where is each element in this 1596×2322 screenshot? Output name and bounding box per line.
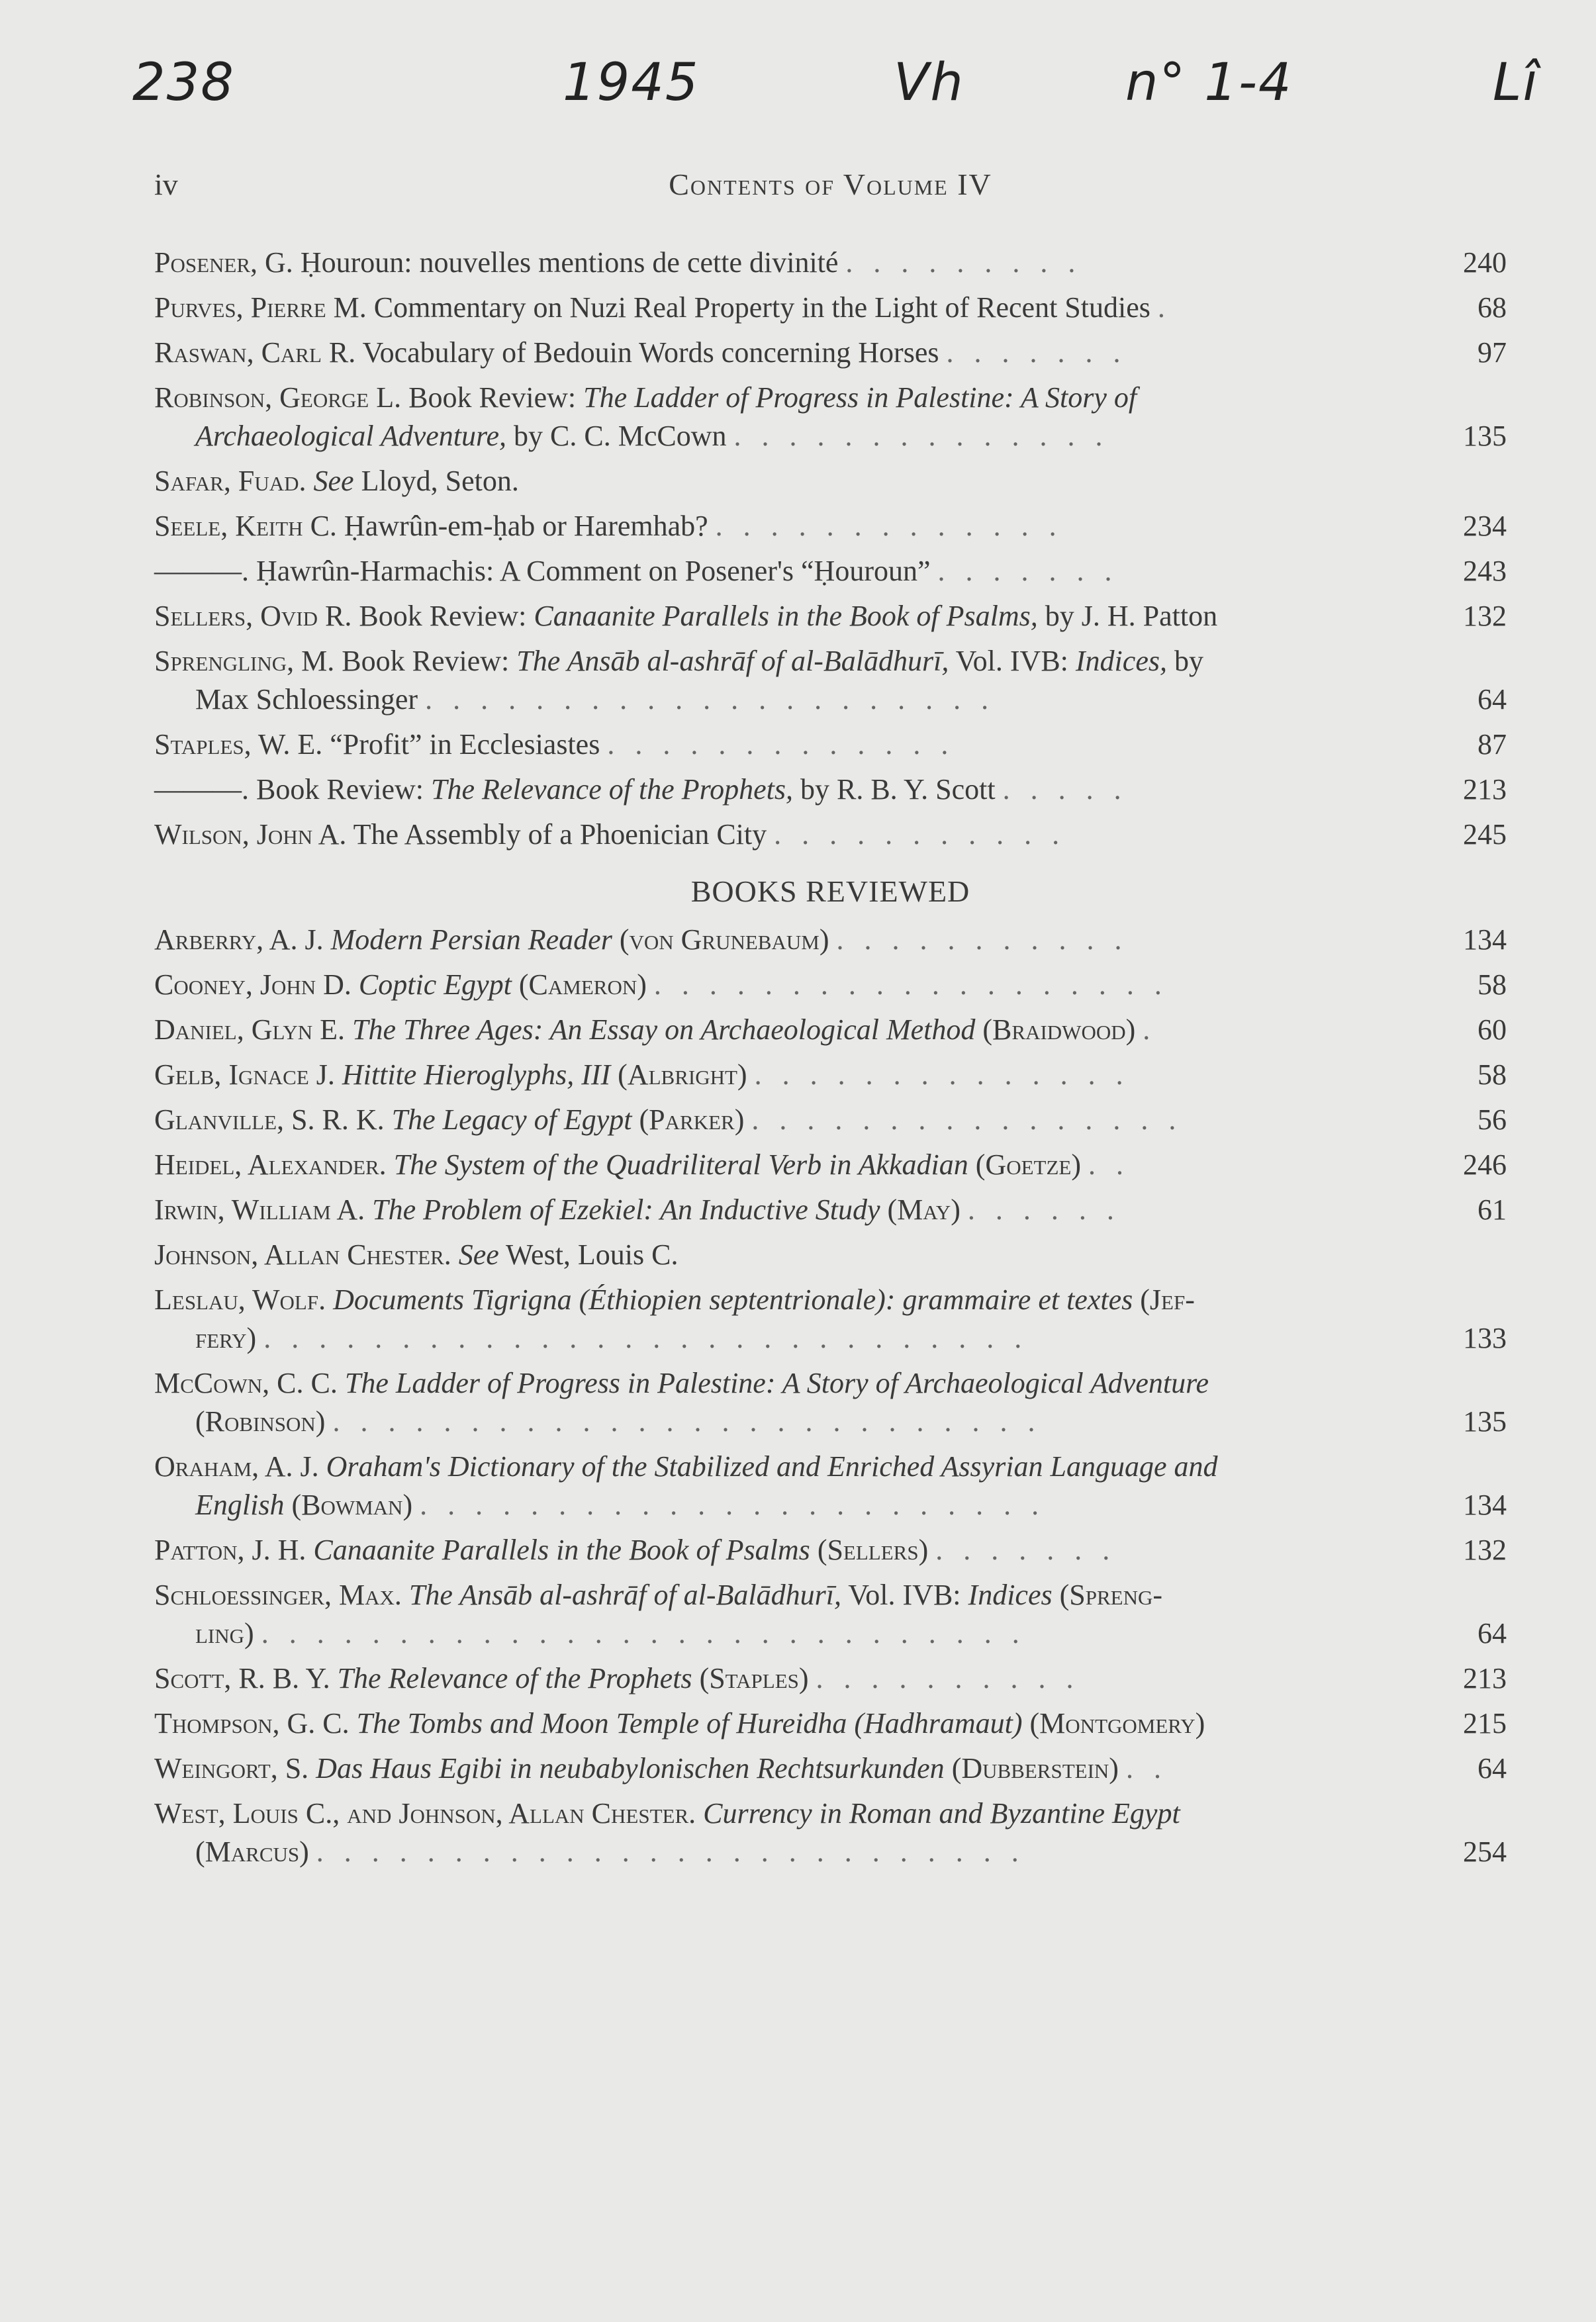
- entry-author: Weingort, S.: [154, 1752, 309, 1785]
- entry-reviewer: (Jef-: [1140, 1283, 1195, 1316]
- entry-title: Ḥawrûn-em-ḥab or Haremhab?: [344, 510, 708, 542]
- page-number: 134: [1463, 923, 1507, 956]
- entry-title: The System of the Quadriliteral Verb in Akkadian: [393, 1148, 968, 1181]
- list-item: [154, 1364, 1507, 1441]
- entry-author: Leslau, Wolf.: [154, 1283, 326, 1316]
- page-number: 60: [1478, 1013, 1507, 1046]
- entry-volume: Vol. IVB:: [949, 645, 1076, 677]
- entry-reviewer-continued: ling): [195, 1617, 254, 1649]
- entry-author: Posener, G.: [154, 246, 293, 279]
- leader-dots: . . . . . . . . . . . . . . . . . . .: [653, 968, 1168, 1001]
- list-item: [154, 379, 1507, 455]
- entry-title: Documents Tigrigna (Éthiopien septentrionale): grammaire et textes: [333, 1283, 1133, 1316]
- entry-reviewer: (Staples): [699, 1662, 809, 1695]
- leader-dots: .: [1157, 291, 1172, 324]
- entry-title: The Ansāb al-ashrāf of al-Balādhurī,: [408, 1579, 841, 1611]
- page-number: 135: [1463, 420, 1507, 452]
- entry-reviewer: (von Grunebaum): [619, 923, 829, 956]
- list-item: [154, 642, 1507, 719]
- list-item: [154, 334, 1507, 372]
- leader-dots: . .: [1125, 1752, 1168, 1785]
- entry-author: ———.: [154, 555, 249, 587]
- entry-author: Sellers, Ovid R.: [154, 600, 352, 632]
- page-number: 87: [1478, 728, 1507, 761]
- entry-author: Cooney, John D.: [154, 968, 352, 1001]
- entry-author: McCown, C. C.: [154, 1367, 338, 1399]
- page-number: 135: [1463, 1405, 1507, 1438]
- list-item: [154, 462, 1507, 500]
- entry-author: West, Louis C., and Johnson, Allan Chester.: [154, 1797, 696, 1830]
- leader-dots: . . . . . . . . . . .: [774, 818, 1066, 851]
- list-item: [154, 1448, 1507, 1524]
- list-item: [154, 1191, 1507, 1229]
- entry-title: Vocabulary of Bedouin Words concerning Horses: [362, 336, 939, 369]
- folio: iv: [154, 167, 178, 201]
- list-item: [154, 1659, 1507, 1698]
- running-head: [154, 167, 1507, 207]
- leader-dots: . . . . . . . . . . . . . . . . . . . . . . . . . . . .: [261, 1617, 1026, 1649]
- page-number: 254: [1463, 1835, 1507, 1868]
- entry-title: Canaanite Parallels in the Book of Psalms,: [534, 600, 1038, 632]
- entry-title-prefix: Book Review:: [256, 773, 431, 806]
- entry-author: Purves, Pierre M.: [154, 291, 367, 324]
- list-item: [154, 289, 1507, 327]
- entry-title: The Assembly of a Phoenician City: [353, 818, 767, 851]
- entry-reviewer: (Spreng-: [1059, 1579, 1163, 1611]
- leader-dots: . . . . . . . . . . . . . .: [733, 420, 1109, 452]
- page-number: 64: [1478, 683, 1507, 716]
- page-number: 97: [1478, 336, 1507, 369]
- entry-author: Schloessinger, Max.: [154, 1579, 402, 1611]
- leader-dots: . . . . . . . . . . .: [836, 923, 1129, 956]
- entry-reviewer-continued: fery): [195, 1322, 257, 1354]
- entry-author: Staples, W. E.: [154, 728, 323, 761]
- leader-dots: . . . . . . . . . . . . . . . . . . . . . . . . . . . .: [263, 1322, 1029, 1354]
- entry-byline: by J. H. Patton: [1037, 600, 1218, 632]
- entry-reviewer: (Albright): [618, 1058, 747, 1091]
- leader-dots: . . . . . . . . . . . . . . . .: [751, 1103, 1183, 1136]
- entry-reviewer: (Sellers): [817, 1534, 929, 1566]
- entry-byline: by C. C. McCown: [506, 420, 727, 452]
- entry-title: The Ladder of Progress in Palestine: A Story of: [583, 381, 1137, 414]
- page-number: 215: [1463, 1707, 1507, 1740]
- entry-subtitle: Indices: [968, 1579, 1053, 1611]
- handwritten-note-3: Vh: [894, 53, 964, 113]
- leader-dots: . . . . . . . . . .: [816, 1662, 1080, 1695]
- leader-dots: . . . . .: [1002, 773, 1128, 806]
- entry-title: The Tombs and Moon Temple of Hureidha (Hadhramaut): [356, 1707, 1023, 1740]
- list-item: [154, 1794, 1507, 1871]
- entry-author: Oraham, A. J.: [154, 1450, 319, 1483]
- entry-reviewer: (Goetze): [975, 1148, 1081, 1181]
- entry-author: Scott, R. B. Y.: [154, 1662, 330, 1695]
- entry-title: The Relevance of the Prophets,: [430, 773, 793, 806]
- leader-dots: . . . . . . .: [935, 1534, 1117, 1566]
- list-item: [154, 1576, 1507, 1653]
- entry-reviewer: (Robinson): [195, 1405, 326, 1438]
- entry-title: The Ansāb al-ashrāf of al-Balādhurī,: [516, 645, 949, 677]
- entry-reviewer: (Marcus): [195, 1835, 309, 1868]
- page-number: 58: [1478, 1058, 1507, 1091]
- articles-list: [154, 244, 1507, 1871]
- page-number: 133: [1463, 1322, 1507, 1354]
- leader-dots: . . . . . . . . . . . . . . . . . . . . . . . . . .: [332, 1405, 1042, 1438]
- list-item: [154, 725, 1507, 764]
- entry-title-prefix: Book Review:: [359, 600, 534, 632]
- entry-author: Arberry, A. J.: [154, 923, 324, 956]
- handwritten-note-1: 238: [132, 53, 235, 113]
- entry-byline: Max Schloessinger: [195, 683, 418, 716]
- entry-title: Currency in Roman and Byzantine Egypt: [703, 1797, 1180, 1830]
- list-item: [154, 507, 1507, 545]
- list-item: [154, 966, 1507, 1004]
- entry-title: The Legacy of Egypt: [391, 1103, 632, 1136]
- entry-byline: by R. B. Y. Scott: [792, 773, 996, 806]
- entry-reviewer: (May): [887, 1193, 961, 1226]
- leader-dots: . . . . . . . . . . . . . .: [754, 1058, 1130, 1091]
- entry-title: The Three Ages: An Essay on Archaeological Method: [352, 1013, 976, 1046]
- handwritten-note-2: 1945: [563, 53, 700, 113]
- leader-dots: . . . . . .: [967, 1193, 1121, 1226]
- leader-dots: . . . . . . . . . . . . .: [715, 510, 1063, 542]
- handwritten-note-5: Lî: [1493, 53, 1539, 113]
- entry-reviewer: (Dubberstein): [951, 1752, 1119, 1785]
- entry-reviewer: (Parker): [639, 1103, 745, 1136]
- page-number: 245: [1463, 818, 1507, 851]
- entry-title-prefix: Book Review:: [408, 381, 584, 414]
- list-item: [154, 1531, 1507, 1569]
- list-item: [154, 815, 1507, 854]
- leader-dots: . . . . . . . . .: [845, 246, 1082, 279]
- leader-dots: . . . . . . . . . . . . .: [607, 728, 955, 761]
- entry-title: Lloyd, Seton.: [361, 465, 519, 497]
- entry-author: Wilson, John A.: [154, 818, 347, 851]
- list-item: [154, 1011, 1507, 1049]
- page-number: 132: [1463, 1534, 1507, 1566]
- entry-title: West, Louis C.: [506, 1238, 679, 1271]
- entry-title: Hittite Hieroglyphs, III: [342, 1058, 611, 1091]
- page-title: Contents of Volume IV: [669, 167, 992, 201]
- entry-title-prefix: Book Review:: [342, 645, 517, 677]
- entry-author: Irwin, William A.: [154, 1193, 365, 1226]
- entry-title: Ḥouroun: nouvelles mentions de cette divinité: [300, 246, 839, 279]
- entry-title: The Ladder of Progress in Palestine: A Story of Archaeological Adventure: [344, 1367, 1209, 1399]
- entry-reviewer: (Bowman): [291, 1489, 413, 1521]
- entry-subtitle: Indices,: [1075, 645, 1167, 677]
- list-item: [154, 770, 1507, 809]
- entry-reviewer: (Cameron): [518, 968, 647, 1001]
- entry-title: Commentary on Nuzi Real Property in the Light of Recent Studies: [373, 291, 1150, 324]
- entry-author: Gelb, Ignace J.: [154, 1058, 335, 1091]
- page-number: 240: [1463, 246, 1507, 279]
- entry-author: Johnson, Allan Chester.: [154, 1238, 451, 1271]
- leader-dots: . .: [1088, 1148, 1130, 1181]
- entry-author: Heidel, Alexander.: [154, 1148, 387, 1181]
- page-number: 243: [1463, 555, 1507, 587]
- page-number: 213: [1463, 773, 1507, 806]
- list-item: [154, 1704, 1507, 1743]
- list-item: [154, 1146, 1507, 1184]
- list-item: [154, 597, 1507, 635]
- entry-title: Coptic Egypt: [358, 968, 512, 1001]
- list-item: [154, 921, 1507, 959]
- entry-author: Daniel, Glyn E.: [154, 1013, 346, 1046]
- leader-dots: . . . . . . .: [937, 555, 1119, 587]
- page-number: 234: [1463, 510, 1507, 542]
- page-number: 134: [1463, 1489, 1507, 1521]
- entry-title: The Relevance of the Prophets: [337, 1662, 692, 1695]
- entry-title: Canaanite Parallels in the Book of Psalms: [313, 1534, 810, 1566]
- entry-author: Seele, Keith C.: [154, 510, 337, 542]
- list-item: [154, 1056, 1507, 1094]
- entry-title-continued: Archaeological Adventure,: [195, 420, 507, 452]
- entry-author: ———.: [154, 773, 249, 806]
- page-number: 246: [1463, 1148, 1507, 1181]
- page-number: 64: [1478, 1617, 1507, 1649]
- list-item: [154, 552, 1507, 590]
- entry-title: The Problem of Ezekiel: An Inductive Study: [372, 1193, 880, 1226]
- page-number: 61: [1478, 1193, 1507, 1226]
- section-heading-books-reviewed: BOOKS REVIEWED: [690, 874, 970, 908]
- page-number: 68: [1478, 291, 1507, 324]
- page-number: 56: [1478, 1103, 1507, 1136]
- see-reference: See: [313, 465, 354, 497]
- leader-dots: .: [1143, 1013, 1157, 1046]
- list-item: [154, 244, 1507, 282]
- entry-author: Raswan, Carl R.: [154, 336, 356, 369]
- leader-dots: . . . . . . . . . . . . . . . . . . . . . . .: [420, 1489, 1046, 1521]
- entry-volume: Vol. IVB:: [841, 1579, 968, 1611]
- entry-title: Oraham's Dictionary of the Stabilized and Enriched Assyrian Language and: [326, 1450, 1218, 1483]
- entry-by: by: [1166, 645, 1203, 677]
- entry-author: Robinson, George L.: [154, 381, 402, 414]
- entry-author: Patton, J. H.: [154, 1534, 306, 1566]
- list-item: [154, 1236, 1507, 1274]
- list-item: [154, 1749, 1507, 1788]
- entry-author: Sprengling, M.: [154, 645, 335, 677]
- handwritten-note-4: n° 1-4: [1125, 53, 1293, 113]
- entry-title: “Profit” in Ecclesiastes: [330, 728, 600, 761]
- entry-author: Glanville, S. R. K.: [154, 1103, 385, 1136]
- entry-title: Ḥawrûn-Harmachis: A Comment on Posener's “Ḥouroun”: [256, 555, 931, 587]
- entry-title: Modern Persian Reader: [330, 923, 612, 956]
- leader-dots: . . . . . . .: [946, 336, 1127, 369]
- entry-reviewer: (Montgomery): [1029, 1707, 1205, 1740]
- entry-title-continued: English: [195, 1489, 285, 1521]
- leader-dots: . . . . . . . . . . . . . . . . . . . . .: [425, 683, 996, 716]
- entry-reviewer: (Braidwood): [982, 1013, 1136, 1046]
- entry-author: Safar, Fuad.: [154, 465, 306, 497]
- list-item: [154, 1281, 1507, 1358]
- page-number: 213: [1463, 1662, 1507, 1695]
- see-reference: See: [458, 1238, 499, 1271]
- entry-title: Das Haus Egibi in neubabylonischen Rechtsurkunden: [316, 1752, 945, 1785]
- page-number: 64: [1478, 1752, 1507, 1785]
- entry-author: Thompson, G. C.: [154, 1707, 350, 1740]
- page-number: 58: [1478, 968, 1507, 1001]
- list-item: [154, 1101, 1507, 1139]
- page-number: 132: [1463, 600, 1507, 632]
- leader-dots: . . . . . . . . . . . . . . . . . . . . . . . . . .: [316, 1835, 1025, 1868]
